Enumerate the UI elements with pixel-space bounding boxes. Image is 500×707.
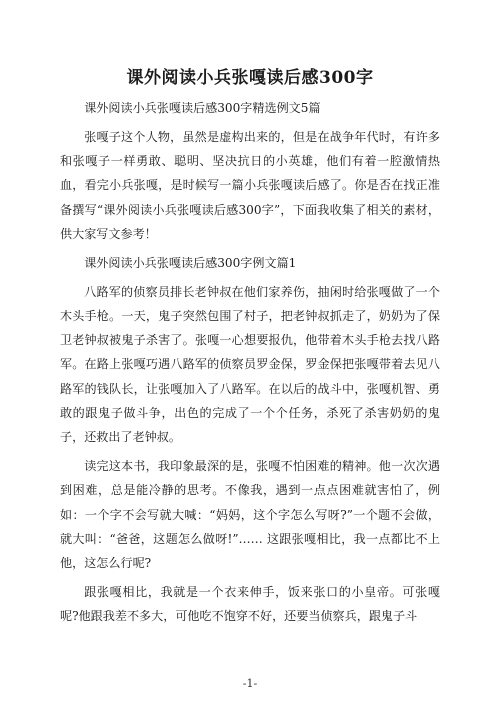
paragraph-intro: 张嘎子这个人物，虽然是虚构出来的，但是在战争年代时，有许多和张嘎子一样勇敢、聪明、坚决抗日的小英雄，他们有着一腔激情热血，看完小兵张嘎，是时候写一篇小兵张嘎读后感了。你是否在找正准备撰写“课外阅读小兵张嘎读后感300字”，下面我收集了相关的素材，供大家写文参考！ — [60, 129, 440, 241]
page-number: -1- — [242, 677, 258, 690]
paragraph-subtitle: 课外阅读小兵张嘎读后感300字精选例文5篇 — [84, 101, 321, 115]
paragraph-story: 八路军的侦察员排长老钟叔在他们家养伤，抽闲时给张嘎做了一个木头手枪。一天，鬼子突然包围了村子，把老钟叔抓走了，奶奶为了保卫老钟叔被鬼子杀害了。张嘎一心想要报仇，他带着木头手枪去找八路军。在路上张嘎巧遇八路军的侦察员罗金保，罗金保把张嘎带着去见八路军的钱队长，让张嘎加入了八路军。在以后的战斗中，张嘎机智、勇敢的跟鬼子做斗争，出色的完成了一个个任务，杀死了杀害奶奶的鬼子，还救出了老钟叔。 — [60, 284, 440, 445]
paragraph-comparison: 跟张嘎相比，我就是一个衣来伸手，饭来张口的小皇帝。可张嘎呢?他跟我差不多大，可他吃不饱穿不好，还要当侦察兵，跟鬼子斗 — [60, 585, 440, 624]
paragraph-example-heading: 课外阅读小兵张嘎读后感300字例文篇1 — [84, 255, 297, 270]
document-title: 课外阅读小兵张嘎读后感300字 — [126, 68, 374, 88]
paragraph-reflection: 读完这本书，我印象最深的是，张嘎不怕困难的精神。他一次次遇到困难，总是能冷静的思考。不像我，遇到一点点困难就害怕了，例如：一个字不会写就大喊：“妈妈，这个字怎么写呀?”一个题不会做，就大叫：“爸爸，这题怎么做呀!”…… 这跟张嘎相比，我一点都比不上他，这怎么行呢? — [60, 459, 440, 571]
document-body — [60, 96, 440, 633]
